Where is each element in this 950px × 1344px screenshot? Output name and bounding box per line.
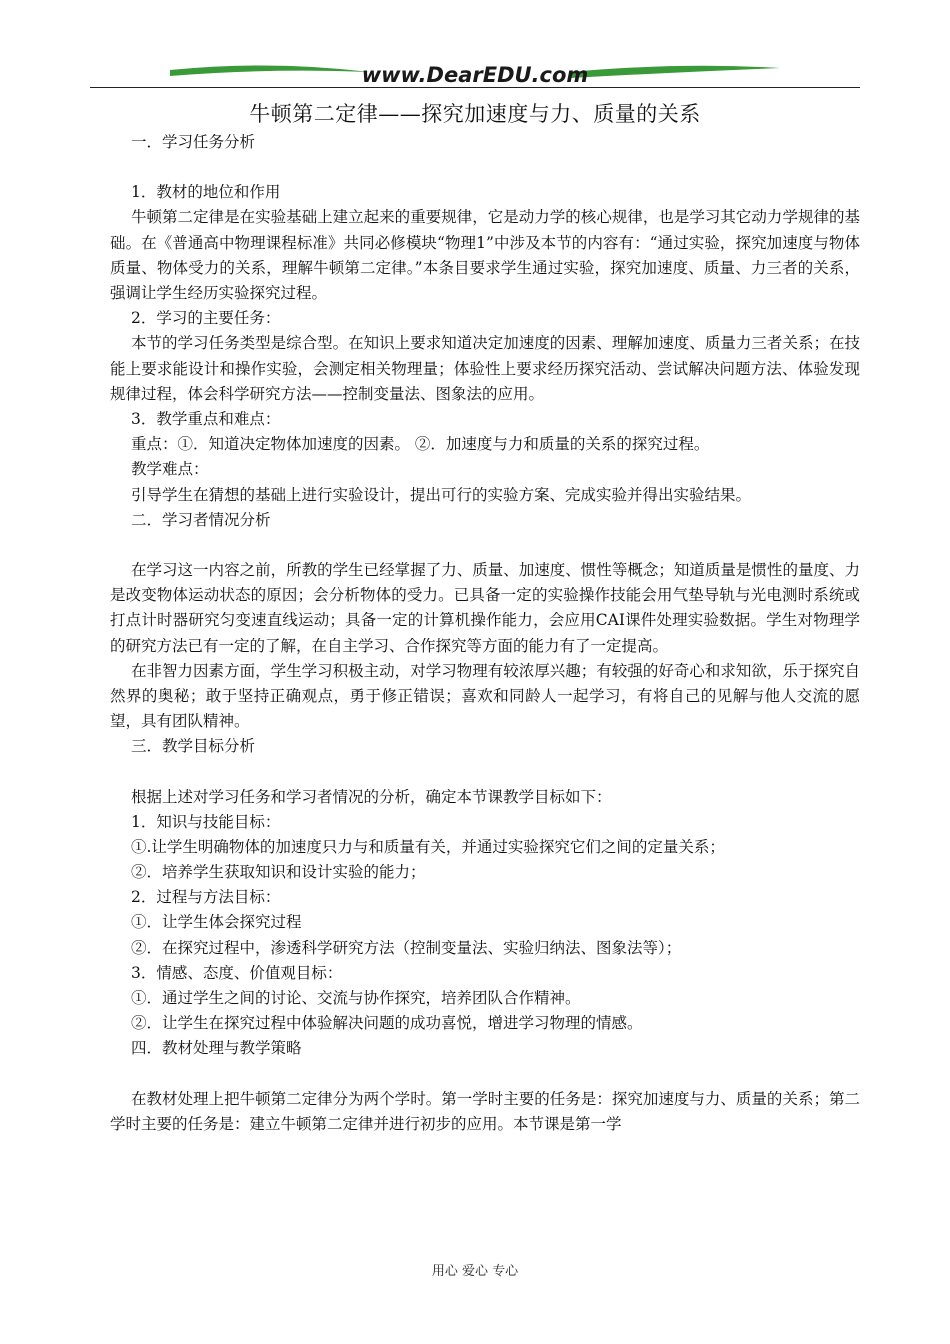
paragraph: 根据上述对学习任务和学习者情况的分析，确定本节课教学目标如下：	[131, 787, 612, 806]
difficulty-label: 教学难点：	[131, 460, 209, 479]
list-item: 3．情感、态度、价值观目标：	[131, 963, 343, 982]
list-item: ②．培养学生获取知识和设计实验的能力；	[131, 863, 426, 882]
left-swoosh-icon	[170, 65, 370, 76]
list-item: 1．知识与技能目标：	[131, 812, 281, 831]
paragraph: 本节的学习任务类型是综合型。在知识上要求知道决定加速度的因素、理解加速度、质量力三者关系；在技能上要求能设计和操作实验，会测定相关物理量；体验性上要求经历探究活动、尝试解决问题方法、体验发现规律过程，体会科学研究方法——控制变量法、图象法的应用。	[110, 334, 860, 403]
subsection-heading: 2．学习的主要任务：	[131, 309, 281, 328]
paragraph: 在非智力因素方面，学生学习积极主动，对学习物理有较浓厚兴趣；有较强的好奇心和求知欲，乐于探究自然界的奥秘；敢于坚持正确观点，勇于修正错误；喜欢和同龄人一起学习，有将自己的见解与他人交流的愿望，具有团队精神。	[110, 661, 860, 731]
paragraph: 引导学生在猜想的基础上进行实验设计，提出可行的实验方案、完成实验并得出实验结果。	[131, 485, 752, 504]
page-title: 牛顿第二定律——探究加速度与力、质量的关系	[249, 102, 701, 126]
dearedu-logo	[90, 58, 860, 90]
subsection-heading: 3．教学重点和难点：	[131, 409, 281, 428]
key-points: 重点：①．知道决定物体加速度的因素。 ②．加速度与力和质量的关系的探究过程。	[131, 435, 710, 454]
section-heading: 四．教材处理与教学策略	[131, 1039, 302, 1058]
document-body	[110, 130, 860, 1137]
logo-text: www.DearEDU.com	[361, 63, 589, 87]
section-heading: 一．学习任务分析	[131, 133, 256, 151]
paragraph: 在教材处理上把牛顿第二定律分为两个学时。第一学时主要的任务是：探究加速度与力、质量的关系；第二学时主要的任务是：建立牛顿第二定律并进行初步的应用。本节课是第一学	[110, 1089, 860, 1133]
paragraph: 在学习这一内容之前，所教的学生已经掌握了力、质量、加速度、惯性等概念；知道质量是惯性的量度、力是改变物体运动状态的原因；会分析物体的受力。已具备一定的实验操作技能会用气垫导轨与光电测时系统或打点计时器研究匀变速直线运动；具备一定的计算机操作能力，会应用CAI课件处理实验数据。学生对物理学的研究方法已有一定的了解，在自主学习、合作探究等方面的能力有了一定提高。	[110, 560, 860, 655]
paragraph: 牛顿第二定律是在实验基础上建立起来的重要规律，它是动力学的核心规律，也是学习其它动力学规律的基础。在《普通高中物理课程标准》共同必修模块“物理1”中涉及本节的内容有：“通过实验，探究加速度与物体质量、物体受力的关系，理解牛顿第二定律。”本条目要求学生通过实验，探究加速度、质量、力三者的关系，强调让学生经历实验探究过程。	[110, 208, 860, 302]
site-header-banner	[90, 58, 860, 90]
list-item: ②．让学生在探究过程中体验解决问题的成功喜悦，增进学习物理的情感。	[131, 1014, 643, 1033]
page-footer: 用心 爱心 专心	[431, 1264, 519, 1279]
list-item: ①.让学生明确物体的加速度只力与和质量有关，并通过实验探究它们之间的定量关系；	[131, 837, 725, 856]
list-item: ①．通过学生之间的讨论、交流与协作探究，培养团队合作精神。	[131, 989, 581, 1008]
section-heading: 二．学习者情况分析	[131, 510, 271, 529]
header-rule	[90, 87, 860, 88]
list-item: ②．在探究过程中，渗透科学研究方法（控制变量法、实验归纳法、图象法等）；	[131, 938, 682, 957]
right-swoosh-icon	[570, 66, 780, 78]
list-item: ①．让学生体会探究过程	[131, 913, 302, 932]
subsection-heading: 1．教材的地位和作用	[131, 183, 281, 202]
list-item: 2．过程与方法目标：	[131, 888, 281, 907]
section-heading: 三．教学目标分析	[131, 737, 256, 756]
